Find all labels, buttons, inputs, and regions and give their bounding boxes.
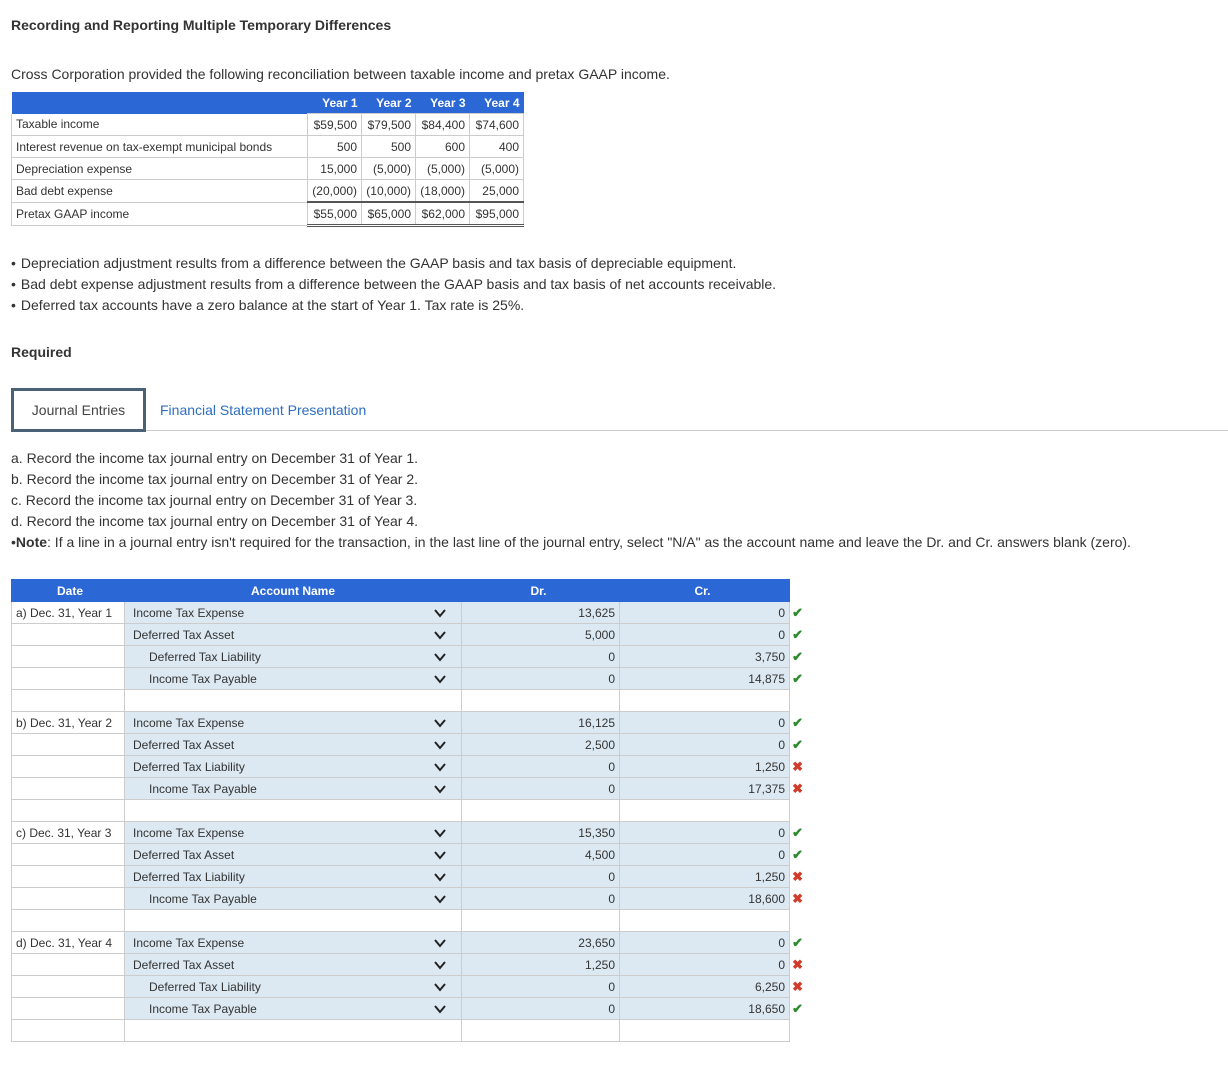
journal-line <box>12 998 790 1020</box>
cross-icon: ✖ <box>792 891 803 906</box>
instruction-line: c. Record the income tax journal entry on December 31 of Year 3. <box>11 492 418 508</box>
journal-date <box>12 668 125 690</box>
journal-line <box>12 954 790 976</box>
account-select[interactable] <box>125 712 462 734</box>
bullet-item: • Bad debt expense adjustment results from a difference between the GAAP basis and tax basis of net accounts receivable. <box>11 274 776 295</box>
credit-value: 6,250 <box>754 979 785 994</box>
journal-date: a) Dec. 31, Year 1 <box>12 602 125 624</box>
recon-cell: (10,000) <box>362 180 416 203</box>
journal-spacer-row <box>12 800 790 822</box>
account-name: Income Tax Payable <box>149 892 257 906</box>
reconciliation-table <box>11 92 524 227</box>
credit-input[interactable] <box>620 778 803 800</box>
debit-input[interactable]: 5,000 <box>462 624 620 646</box>
spacer-cell <box>620 800 790 822</box>
credit-input[interactable] <box>620 668 803 690</box>
credit-input[interactable] <box>620 998 803 1020</box>
recon-row-label: Depreciation expense <box>12 158 308 180</box>
recon-col-header: Year 2 <box>362 92 416 114</box>
check-icon: ✔ <box>792 671 803 686</box>
debit-input[interactable]: 13,625 <box>462 602 620 624</box>
recon-cell: 15,000 <box>308 158 362 180</box>
cross-icon: ✖ <box>792 759 803 774</box>
credit-value: 1,250 <box>754 869 785 884</box>
check-icon: ✔ <box>792 649 803 664</box>
credit-input[interactable] <box>620 844 803 866</box>
account-name: Deferred Tax Liability <box>133 870 245 884</box>
note-label: Note <box>15 534 48 550</box>
instructions <box>11 448 1131 553</box>
journal-date <box>12 756 125 778</box>
journal-line <box>12 646 790 668</box>
recon-col-header: Year 1 <box>308 92 362 114</box>
spacer-cell <box>125 800 462 822</box>
cross-icon: ✖ <box>792 869 803 884</box>
chevron-down-icon[interactable] <box>432 979 448 995</box>
account-name: Deferred Tax Asset <box>133 848 235 862</box>
account-select[interactable] <box>125 866 462 888</box>
tab-bar <box>11 388 1228 431</box>
recon-cell: (5,000) <box>416 158 470 180</box>
journal-header-date: Date <box>12 580 125 602</box>
recon-header-blank <box>12 92 308 114</box>
account-name: Income Tax Payable <box>149 1002 257 1016</box>
account-name: Income Tax Payable <box>149 782 257 796</box>
chevron-down-icon[interactable] <box>432 605 448 621</box>
check-icon: ✔ <box>792 847 803 862</box>
credit-value: 0 <box>778 957 785 972</box>
journal-spacer-row <box>12 910 790 932</box>
journal-line <box>12 624 790 646</box>
credit-value: 0 <box>778 605 785 620</box>
journal-date <box>12 976 125 998</box>
chevron-down-icon[interactable] <box>432 627 448 643</box>
credit-input[interactable] <box>620 932 803 954</box>
check-icon: ✔ <box>792 627 803 642</box>
recon-row <box>12 114 524 136</box>
recon-col-header: Year 4 <box>470 92 524 114</box>
journal-date: d) Dec. 31, Year 4 <box>12 932 125 954</box>
check-icon: ✔ <box>792 737 803 752</box>
bullet-item: • Depreciation adjustment results from a difference between the GAAP basis and tax basis of depreciable equipment. <box>11 253 776 274</box>
journal-line <box>12 756 790 778</box>
journal-date <box>12 778 125 800</box>
debit-input[interactable]: 0 <box>462 668 620 690</box>
account-select[interactable] <box>125 954 462 976</box>
recon-cell: 500 <box>362 136 416 158</box>
journal-line <box>12 976 790 998</box>
credit-input[interactable] <box>620 712 803 734</box>
credit-value: 14,875 <box>748 671 785 686</box>
check-icon: ✔ <box>792 605 803 620</box>
debit-input[interactable]: 0 <box>462 998 620 1020</box>
account-select[interactable] <box>125 998 462 1020</box>
chevron-down-icon[interactable] <box>432 759 448 775</box>
debit-input[interactable]: 1,250 <box>462 954 620 976</box>
recon-row <box>12 180 524 203</box>
account-name: Income Tax Expense <box>133 606 245 620</box>
journal-line <box>12 932 790 954</box>
credit-value: 0 <box>778 627 785 642</box>
account-select[interactable] <box>125 602 462 624</box>
credit-input[interactable] <box>620 976 803 998</box>
chevron-down-icon[interactable] <box>432 781 448 797</box>
account-select[interactable] <box>125 668 462 690</box>
journal-spacer-row <box>12 1020 790 1042</box>
account-name: Income Tax Expense <box>133 716 245 730</box>
spacer-cell <box>12 910 125 932</box>
recon-cell: (18,000) <box>416 180 470 203</box>
spacer-cell <box>12 800 125 822</box>
account-select[interactable] <box>125 976 462 998</box>
journal-line <box>12 778 790 800</box>
credit-value: 1,250 <box>754 759 785 774</box>
spacer-cell <box>125 1020 462 1042</box>
intro-text: Cross Corporation provided the following reconciliation between taxable income and pretax GAAP income. <box>11 66 670 82</box>
journal-date <box>12 954 125 976</box>
spacer-cell <box>462 800 620 822</box>
journal-line <box>12 866 790 888</box>
journal-line <box>12 712 790 734</box>
instruction-line: b. Record the income tax journal entry on December 31 of Year 2. <box>11 471 419 487</box>
page-title: Recording and Reporting Multiple Temporary Differences <box>11 17 392 33</box>
journal-header-cr: Cr. <box>620 580 790 602</box>
debit-input[interactable]: 0 <box>462 778 620 800</box>
recon-cell: (5,000) <box>470 158 524 180</box>
journal-line <box>12 888 790 910</box>
note-line: •Note: If a line in a journal entry isn't required for the transaction, in the last line of the journal entry, select "N/A" as the account name and leave the Dr. and Cr. answers blank (zero). <box>11 534 1131 550</box>
spacer-cell <box>462 910 620 932</box>
recon-row <box>12 136 524 158</box>
spacer-cell <box>462 690 620 712</box>
chevron-down-icon[interactable] <box>432 1001 448 1017</box>
debit-input[interactable]: 0 <box>462 866 620 888</box>
recon-row-label: Pretax GAAP income <box>12 202 308 226</box>
chevron-down-icon[interactable] <box>432 715 448 731</box>
recon-cell: $84,400 <box>416 114 470 136</box>
recon-cell: $74,600 <box>470 114 524 136</box>
chevron-down-icon[interactable] <box>432 891 448 907</box>
credit-input[interactable] <box>620 822 803 844</box>
chevron-down-icon[interactable] <box>432 737 448 753</box>
check-icon: ✔ <box>792 1001 803 1016</box>
account-name: Deferred Tax Liability <box>149 650 261 664</box>
account-select[interactable] <box>125 646 462 668</box>
account-name: Deferred Tax Liability <box>133 760 245 774</box>
recon-row-total <box>12 202 524 226</box>
journal-date <box>12 646 125 668</box>
journal-date <box>12 844 125 866</box>
debit-input[interactable]: 0 <box>462 888 620 910</box>
account-select[interactable] <box>125 734 462 756</box>
chevron-down-icon[interactable] <box>432 825 448 841</box>
spacer-cell <box>462 1020 620 1042</box>
credit-input[interactable] <box>620 624 803 646</box>
debit-input[interactable]: 0 <box>462 646 620 668</box>
instruction-line: a. Record the income tax journal entry on December 31 of Year 1. <box>11 450 419 466</box>
account-select[interactable] <box>125 932 462 954</box>
debit-input[interactable]: 0 <box>462 756 620 778</box>
credit-input[interactable] <box>620 954 803 976</box>
recon-cell: $59,500 <box>308 114 362 136</box>
credit-value: 18,600 <box>748 891 785 906</box>
check-icon: ✔ <box>792 825 803 840</box>
recon-row-label: Interest revenue on tax-exempt municipal bonds <box>12 136 308 158</box>
credit-value: 0 <box>778 715 785 730</box>
recon-col-header: Year 3 <box>416 92 470 114</box>
required-heading: Required <box>11 344 72 360</box>
journal-line <box>12 822 790 844</box>
account-name: Deferred Tax Asset <box>133 628 235 642</box>
note-text: : If a line in a journal entry isn't required for the transaction, in the last line of the journal entry, select "N/A" as the account name and leave the Dr. and Cr. answers blank (zero). <box>47 534 1131 550</box>
credit-input[interactable] <box>620 734 803 756</box>
bullet-item: • Deferred tax accounts have a zero balance at the start of Year 1. Tax rate is 25%. <box>11 295 776 316</box>
account-name: Income Tax Expense <box>133 936 245 950</box>
recon-row <box>12 158 524 180</box>
recon-cell: $55,000 <box>308 202 362 226</box>
check-icon: ✔ <box>792 935 803 950</box>
recon-row-label: Bad debt expense <box>12 180 308 203</box>
account-name: Deferred Tax Asset <box>133 958 235 972</box>
journal-date <box>12 624 125 646</box>
debit-input[interactable]: 2,500 <box>462 734 620 756</box>
credit-value: 0 <box>778 737 785 752</box>
journal-line <box>12 734 790 756</box>
recon-cell: $62,000 <box>416 202 470 226</box>
journal-line <box>12 668 790 690</box>
check-icon: ✔ <box>792 715 803 730</box>
recon-row-label: Taxable income <box>12 114 308 136</box>
spacer-cell <box>12 1020 125 1042</box>
spacer-cell <box>620 1020 790 1042</box>
account-name: Income Tax Expense <box>133 826 245 840</box>
chevron-down-icon[interactable] <box>432 671 448 687</box>
debit-input[interactable]: 0 <box>462 976 620 998</box>
account-name: Income Tax Payable <box>149 672 257 686</box>
account-select[interactable] <box>125 888 462 910</box>
journal-entry-table <box>11 579 803 1042</box>
debit-input[interactable]: 15,350 <box>462 822 620 844</box>
account-name: Deferred Tax Asset <box>133 738 235 752</box>
debit-input[interactable]: 4,500 <box>462 844 620 866</box>
journal-date: b) Dec. 31, Year 2 <box>12 712 125 734</box>
tab-financial-statement-presentation[interactable]: Financial Statement Presentation <box>160 402 367 418</box>
recon-cell: (5,000) <box>362 158 416 180</box>
journal-line <box>12 844 790 866</box>
credit-input[interactable] <box>620 888 803 910</box>
credit-input[interactable] <box>620 866 803 888</box>
recon-cell: 600 <box>416 136 470 158</box>
credit-input[interactable] <box>620 602 803 624</box>
recon-cell: $65,000 <box>362 202 416 226</box>
bullet-list <box>11 253 776 316</box>
cross-icon: ✖ <box>792 979 803 994</box>
account-select[interactable] <box>125 844 462 866</box>
recon-cell: 500 <box>308 136 362 158</box>
credit-input[interactable] <box>620 756 803 778</box>
journal-date: c) Dec. 31, Year 3 <box>12 822 125 844</box>
credit-value: 0 <box>778 825 785 840</box>
credit-value: 0 <box>778 935 785 950</box>
journal-date <box>12 998 125 1020</box>
debit-input[interactable]: 16,125 <box>462 712 620 734</box>
journal-date <box>12 888 125 910</box>
journal-date <box>12 734 125 756</box>
chevron-down-icon[interactable] <box>432 957 448 973</box>
credit-value: 0 <box>778 847 785 862</box>
spacer-cell <box>12 690 125 712</box>
credit-value: 3,750 <box>754 649 785 664</box>
recon-cell: (20,000) <box>308 180 362 203</box>
account-select[interactable] <box>125 756 462 778</box>
debit-input[interactable]: 23,650 <box>462 932 620 954</box>
recon-cell: 25,000 <box>470 180 524 203</box>
recon-cell: $79,500 <box>362 114 416 136</box>
credit-value: 17,375 <box>748 781 785 796</box>
instruction-line: d. Record the income tax journal entry on December 31 of Year 4. <box>11 513 419 529</box>
spacer-cell <box>125 910 462 932</box>
chevron-down-icon[interactable] <box>432 869 448 885</box>
journal-line <box>12 602 790 624</box>
journal-header-account: Account Name <box>125 580 462 602</box>
recon-cell: $95,000 <box>470 202 524 226</box>
account-name: Deferred Tax Liability <box>149 980 261 994</box>
tab-journal-entries[interactable]: Journal Entries <box>11 388 146 432</box>
spacer-cell <box>125 690 462 712</box>
cross-icon: ✖ <box>792 957 803 972</box>
spacer-cell <box>620 910 790 932</box>
chevron-down-icon[interactable] <box>432 935 448 951</box>
credit-value: 18,650 <box>748 1001 785 1016</box>
credit-input[interactable] <box>620 646 803 668</box>
account-select[interactable] <box>125 822 462 844</box>
account-select[interactable] <box>125 778 462 800</box>
recon-cell: 400 <box>470 136 524 158</box>
spacer-cell <box>620 690 790 712</box>
account-select[interactable] <box>125 624 462 646</box>
journal-date <box>12 866 125 888</box>
journal-header-dr: Dr. <box>462 580 620 602</box>
journal-spacer-row <box>12 690 790 712</box>
chevron-down-icon[interactable] <box>432 649 448 665</box>
cross-icon: ✖ <box>792 781 803 796</box>
chevron-down-icon[interactable] <box>432 847 448 863</box>
